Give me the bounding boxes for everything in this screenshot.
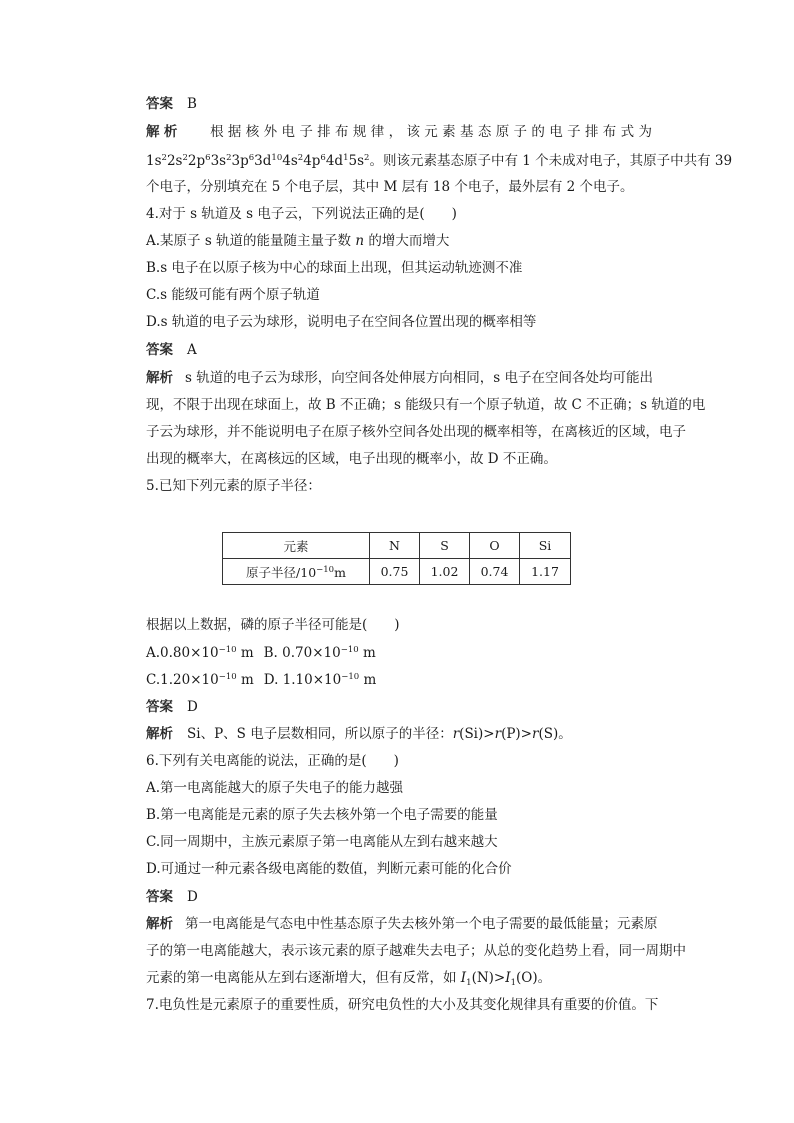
- unit: m: [359, 672, 377, 688]
- analysis-label: 解析: [146, 916, 173, 932]
- table-cell: 1.02: [420, 559, 470, 585]
- electron-count: 10: [271, 153, 283, 163]
- analysis-text: (N)>: [471, 970, 506, 986]
- orbital-label: 3p: [231, 153, 249, 169]
- answer-label: 答案: [146, 889, 173, 905]
- q6-analysis-line2: 子的第一电离能越大，表示该元素的原子越难失去电子；从总的变化趋势上看，同一周期中: [146, 943, 686, 959]
- q6-stem: 6.下列有关电离能的说法，正确的是( ): [146, 753, 399, 769]
- electron-count: 2: [364, 153, 370, 163]
- q5-options-cd: [146, 674, 376, 688]
- q5-option-b: [264, 645, 376, 661]
- orbital-label: 1s: [146, 153, 162, 169]
- electron-configuration: [146, 153, 369, 169]
- q4-analysis-line3: 子云为球形，并不能说明电子在原子核外空间各处出现的概率相等，在离核近的区域，电子: [146, 424, 686, 440]
- electron-count: 6: [248, 153, 255, 163]
- q4-stem: 4.对于 s 轨道及 s 电子云，下列说法正确的是( ): [146, 206, 457, 222]
- analysis-text: 。则该元素基态原子中有 1 个未成对电子，其原子中共有 39: [369, 153, 733, 169]
- table-cell: O: [470, 533, 520, 559]
- q5-option-d: [264, 672, 377, 688]
- analysis-text: 根据核外电子排布规律，该元素基态原子的电子排布式为: [205, 124, 653, 140]
- option-text: B. 0.70×10: [263, 645, 341, 661]
- atomic-radius-table: [222, 532, 571, 585]
- table-cell: 0.74: [470, 559, 520, 585]
- exponent: −10: [340, 645, 359, 655]
- orbital-label: 4s: [282, 153, 298, 169]
- table-header-cell: [223, 559, 370, 585]
- orbital-label: 4p: [303, 153, 321, 169]
- q3-analysis-line3: 个电子，分别填充在 5 个电子层，其中 M 层有 18 个电子，最外层有 2 个电子。: [146, 179, 634, 195]
- analysis-text: (P)>: [501, 726, 532, 742]
- option-text: 的增大而增大: [364, 233, 450, 249]
- q5-answer: [146, 701, 198, 715]
- unit: m: [236, 672, 254, 688]
- electron-count: 2: [161, 153, 167, 163]
- q5-question: 根据以上数据，磷的原子半径可能是( ): [146, 617, 400, 633]
- q6-option-c: C.同一周期中，主族元素原子第一电离能从左到右越来越大: [146, 834, 498, 850]
- analysis-text: (Si)>: [459, 726, 495, 742]
- q5-option-a: [146, 645, 254, 661]
- variable-n: n: [355, 233, 365, 249]
- electron-count: 2: [297, 153, 304, 163]
- orbital-label: 2s: [166, 153, 183, 169]
- analysis-label: 解析: [146, 124, 182, 140]
- table-row: [223, 559, 571, 585]
- exponent: −10: [218, 672, 237, 682]
- analysis-label: 解析: [146, 726, 173, 742]
- q3-answer: [146, 98, 197, 112]
- analysis-label: 解析: [146, 370, 173, 386]
- exponent: −10: [341, 672, 360, 682]
- variable-r: r: [452, 726, 460, 742]
- q4-option-d: D.s 轨道的电子云为球形，说明电子在空间各位置出现的概率相等: [146, 314, 537, 330]
- q5-option-c: [146, 672, 254, 688]
- electron-count: 6: [205, 153, 211, 163]
- q4-option-c: C.s 能级可能有两个原子轨道: [146, 287, 320, 303]
- answer-label: 答案: [146, 699, 173, 715]
- q6-option-d: D.可通过一种元素各级电离能的数值，判断元素可能的化合价: [146, 861, 512, 877]
- answer-label: 答案: [146, 342, 173, 358]
- exponent: −10: [218, 645, 237, 655]
- orbital-label: 3s: [210, 153, 227, 169]
- analysis-text: s 轨道的电子云为球形，向空间各处伸展方向相同，s 电子在空间各处均可能出: [185, 370, 653, 386]
- subscript: 1: [466, 978, 472, 988]
- option-text: A.某原子 s 轨道的能量随主量子数: [146, 233, 356, 249]
- q4-option-a: [146, 235, 449, 249]
- q6-answer: [146, 891, 198, 905]
- orbital-label: 2p: [187, 153, 206, 169]
- analysis-text: Si、P、S 电子层数相同，所以原子的半径：: [187, 726, 453, 742]
- q7-stem: 7.电负性是元素原子的重要性质，研究电负性的大小及其变化规律具有重要的价值。下: [146, 997, 659, 1013]
- analysis-text: (S)。: [538, 726, 572, 742]
- answer-value: D: [187, 699, 198, 715]
- q5-stem: 5.已知下列元素的原子半径：: [146, 478, 321, 494]
- analysis-text: (O)。: [516, 970, 552, 986]
- electron-count: 2: [226, 153, 232, 163]
- orbital-label: 5s: [348, 153, 365, 169]
- q6-option-a: A.第一电离能越大的原子失电子的能力越强: [146, 780, 404, 796]
- table-cell: 1.17: [520, 559, 571, 585]
- q4-analysis-line4: 出现的概率大，在离核远的区域，电子出现的概率小，故 D 不正确。: [146, 451, 557, 467]
- q4-analysis-line1: [146, 372, 652, 386]
- analysis-text: 元素的第一电离能从左到右逐渐增大，但有反常，如: [146, 970, 461, 986]
- table-cell: S: [420, 533, 470, 559]
- q3-analysis-line2: [146, 155, 732, 169]
- table-header-cell: 元素: [223, 533, 370, 559]
- unit: m: [334, 564, 346, 580]
- answer-value: D: [187, 889, 198, 905]
- unit: m: [358, 645, 376, 661]
- q6-analysis-line3: [146, 972, 551, 986]
- q4-option-b: B.s 电子在以原子核为中心的球面上出现，但其运动轨迹测不准: [146, 260, 523, 276]
- electron-count: 1: [343, 153, 349, 163]
- exponent: −10: [316, 564, 335, 575]
- q5-options-ab: [146, 647, 376, 661]
- q4-answer: [146, 344, 197, 358]
- variable-r: r: [494, 726, 502, 742]
- option-text: A.0.80×10: [146, 645, 219, 661]
- orbital-label: 3d: [254, 153, 272, 169]
- q6-option-b: B.第一电离能是元素的原子失去核外第一个电子需要的能量: [146, 807, 498, 823]
- row-label: 原子半径/10: [246, 564, 317, 580]
- answer-label: 答案: [146, 96, 173, 112]
- variable-i: I: [460, 970, 467, 986]
- table-cell: 0.75: [370, 559, 420, 585]
- answer-value: B: [187, 96, 197, 112]
- table-cell: N: [370, 533, 420, 559]
- q4-analysis-line2: 现，不限于出现在球面上，故 B 不正确；s 能级只有一个原子轨道，故 C 不正确；s 轨道的电: [146, 397, 706, 413]
- subscript: 1: [510, 978, 516, 988]
- analysis-text: 第一电离能是气态电中性基态原子失去核外第一个电子需要的最低能量；元素原: [185, 916, 658, 932]
- option-text: C.1.20×10: [146, 672, 219, 688]
- table-row: [223, 533, 571, 559]
- q3-analysis-line1: [146, 126, 652, 140]
- electron-count: 6: [320, 153, 326, 163]
- electron-count: 2: [182, 153, 188, 163]
- variable-i: I: [505, 970, 511, 986]
- variable-r: r: [532, 726, 539, 742]
- answer-value: A: [187, 342, 197, 358]
- orbital-label: 4d: [325, 153, 344, 169]
- table-cell: Si: [520, 533, 571, 559]
- q5-analysis: [146, 728, 572, 742]
- q6-analysis-line1: [146, 916, 658, 932]
- unit: m: [236, 645, 254, 661]
- option-text: D. 1.10×10: [263, 672, 342, 688]
